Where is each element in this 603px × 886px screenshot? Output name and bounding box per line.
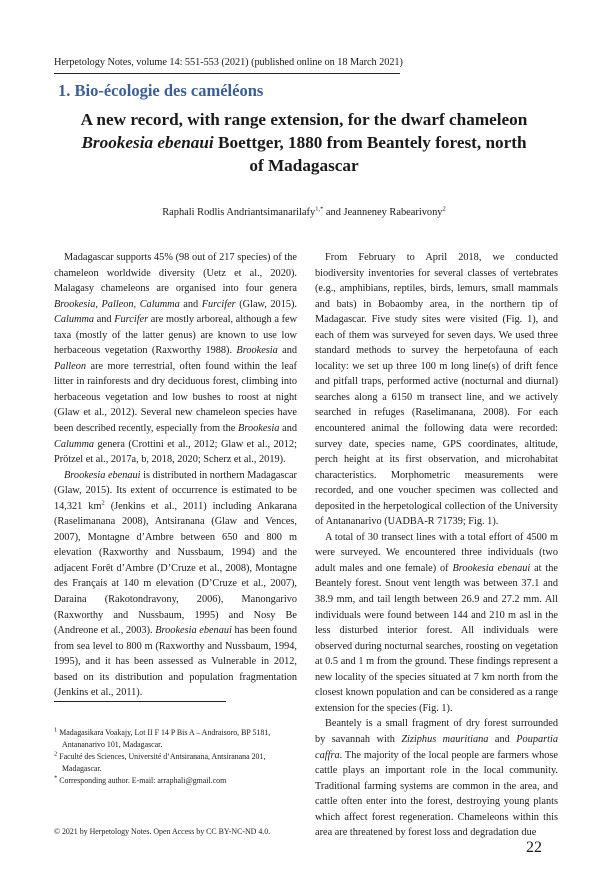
species-name: Poupartia caffra [315,733,559,761]
separator: , [95,298,102,310]
genus-name: Palleon [54,360,87,372]
journal-header: Herpetology Notes, volume 14: 551-553 (2021) (published online on 18 March 2021) [54,57,403,68]
paragraph [54,250,297,468]
text-run: genera (Crottini et al., 2012; Glaw et al., 2012; Prötzel et al., 2017a, b, 2018, 2020; Scherz et al., 2019). [54,438,297,466]
footnote-mark: 2 [54,750,58,758]
text-run: A total of 30 transect lines with a total effort of 4500 m were surveyed. We encountered three individuals (two adult males and one female) of [315,531,558,574]
text-run: is distributed in northern Madagascar (Glaw, 2015). Its extent of occurrence is estimated to be 14,321 km [54,469,297,512]
author-list [40,207,568,218]
text-run: (Jenkins et al., 2011) including Ankarana (Raselimanana 2008), Antsiranana (Glaw and Vences, 2007), Montagne d’Ambre between 650 and 800 m elevation (Raxworthy and Nussbaum, 1994) and the adjacent Forêt d’Ambre (D’Cruze et al., 2008), Montagne des Français at 140 m elevation (D’Cruze et al., 2007), Daraina (Rakotondravony, 2006), Manongarivo (Raxworthy and Nussbaum, 1995) and Nosy Be (Andreone et al., 2003). [54,500,297,637]
copyright-notice: © 2021 by Herpetology Notes. Open Access by CC BY-NC-ND 4.0. [54,827,271,836]
title-species: Brookesia ebenaui [81,133,214,152]
paragraph [315,716,558,840]
footnote-rule [54,701,226,702]
author-2: Jeanneney Rabearivony [343,207,443,218]
page-number: 22 [526,839,542,856]
text-run: and [94,314,115,326]
genus-name: Calumma [54,438,95,450]
text-run: and [488,733,517,745]
genus-name: Brookesia [238,423,280,435]
superscript: 2 [101,499,105,507]
author-1: Raphali Rodlis Andriantsimanarilafy [162,207,316,218]
species-name: Brookesia ebenaui [64,469,141,481]
footnote-mark: * [54,774,58,782]
text-run: has been found from sea level to 800 m (Raxworthy and Nussbaum, 1994, 1995), and it has been assessed as Vulnerable in 2012, based on its distribution and population fragmentation (Jenkins et al., 2011). [54,625,297,699]
genus-name: Palleon [101,298,134,310]
separator: , [133,298,140,310]
genus-name: Brookesia [236,345,278,357]
author-2-affiliation: 2 [442,205,446,213]
species-name: Ziziphus mauritiana [401,733,489,745]
paragraph: From February to April 2018, we conducted biodiversity inventories for several classes of vertebrates (e.g., amphibians, reptiles, birds, lemurs, small mammals and bats) in Bobaomby area, in the northern tip of Madagascar. Five study sites were visited (Fig. 1), and each of them was surveyed for seven days. We used three standard methods to survey the herpetofauna of each locality: we set up three 100 m long line(s) of drift fence and pitfall traps, performed active (nocturnal and diurnal) searches along a 6150 m transect line, and we actively searched in refuges (Raselimanana, 2008). For each encountered animal the following data were recorded: survey date, species name, GPS coordinates, altitude, perch height at its first observation, and microhabitat characteristics. Morphometric measurements were recorded, and one voucher specimen was collected and deposited in the herpetological collection of the University of Antananarivo (UADBA-R 71739; Fig. 1). [315,252,558,528]
section-heading: 1. Bio-écologie des caméléons [58,81,264,100]
text-run: are more terrestrial, often found within the leaf litter in rainforests and dry deciduous forest, climbing into herbaceous vegetation and low bushes to roost at night (Glaw et al., 2012). Several new chameleon species have been described recently, especially from the [54,360,297,435]
genus-name: Furcifer [114,314,149,326]
header-rule [54,73,400,74]
footnote-text: Corresponding author. E-mail: arraphali@gmail.com [57,776,227,785]
paragraph [315,530,558,717]
text-run: are mostly arboreal, although a few taxa (mostly of the latter genus) are known to use low herbaceous vegetation (Raxworthy 1988). [54,314,298,357]
text-run: at the Beantely forest. Snout vent length was between 37.1 and 38.9 mm, and tail length between 26.9 and 27.2 mm. All individuals were found between 144 and 210 m asl in the less disturbed interior forest. All individuals were observed during nocturnal searches, roosting on vegetation at 0.5 and 1 m from the ground. These findings represent a new locality of the species situated at 7 km north from the closest known population and can be considered as a range extension for the species (Fig. 1). [315,562,558,714]
text-run: Beantely is a small fragment of dry forest surrounded by savannah with [315,718,558,745]
footnote-text: Faculté des Sciences, Université d’Antsiranana, Antsiranana 201, Madagascar. [57,752,266,773]
footnote-text: Madagasikara Voakajy, Lot II F 14 P Bis A – Andraisoro, BP 5181, Antananarivo 101, Madagascar. [57,728,271,749]
text-run: (Glaw, 2015). [235,298,298,310]
text-run: and [179,298,202,310]
author-1-affiliation: 1,* [315,205,324,213]
text-run: . The majority of the local people are farmers whose cattle plays an important role in the local community. Traditional farming systems are common in the area, and cattle often enter into the forest, destroying young plants which affect forest regeneration. Chameleons within this area are threatened by forest loss and degradation due [315,749,558,839]
footnotes [54,727,304,787]
footnote-2 [54,751,304,775]
genus-name: Brookesia [54,298,96,310]
genus-name: Calumma [139,298,180,310]
title-line-3: of Madagascar [249,156,359,175]
left-column [54,250,297,701]
right-column [315,250,558,841]
species-name: Brookesia ebenaui [452,562,531,574]
genus-name: Furcifer [201,298,236,310]
paragraph [54,468,297,701]
footnote-3 [54,775,304,787]
article-title [40,108,568,177]
author-conjunction: and [323,207,344,218]
title-line-2: Boettger, 1880 from Beantely forest, north [213,133,527,152]
text-run: and [279,423,297,435]
species-name: Brookesia ebenaui [155,625,232,637]
title-line-1: A new record, with range extension, for the dwarf chameleon [80,110,528,129]
text-run: Madagascar supports 45% (98 out of 217 species) of the chameleon worldwide diversity (Uetz et al., 2020). Malagasy chameleons are organised into four genera [54,252,297,295]
genus-name: Calumma [54,314,95,326]
footnote-mark: 1 [54,726,58,734]
footnote-1 [54,727,304,751]
text-run: and [277,345,298,357]
